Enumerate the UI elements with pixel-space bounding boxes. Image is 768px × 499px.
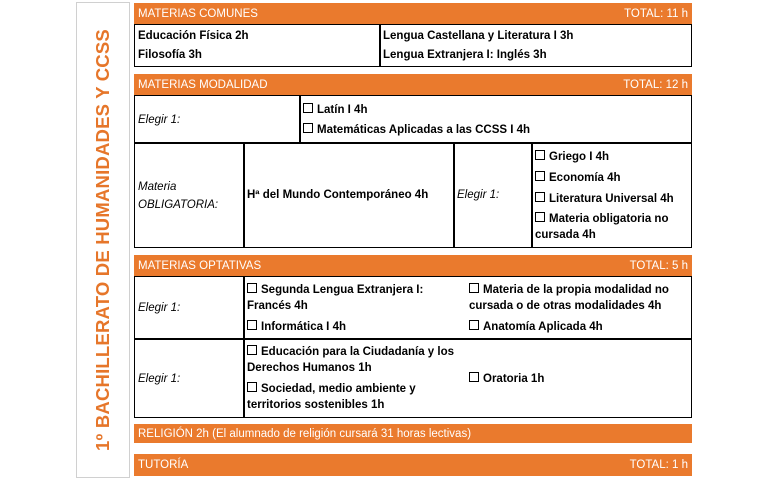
divider xyxy=(531,142,533,248)
subject-ingles: Lengua Extranjera I: Inglés 3h xyxy=(383,49,547,61)
tutoria-total: TOTAL: 1 h xyxy=(629,459,688,471)
optativas-header-bar xyxy=(134,255,692,276)
option-frances[interactable]: Segunda Lengua Extranjera I: Francés 4h xyxy=(247,284,424,312)
elegir-label: Elegir 1: xyxy=(138,302,181,314)
checkbox[interactable] xyxy=(303,103,313,113)
option-griego[interactable]: Griego I 4h xyxy=(535,148,609,166)
divider xyxy=(243,276,245,418)
option-ciudadania[interactable]: Educación para la Ciudadanía y los Derechos Humanos 1h xyxy=(247,346,455,374)
optativas-header: MATERIAS OPTATIVAS xyxy=(138,259,262,272)
checkbox[interactable] xyxy=(303,123,313,133)
modalidad-total: TOTAL: 12 h xyxy=(623,78,688,91)
divider xyxy=(134,142,692,144)
checkbox[interactable] xyxy=(535,171,545,181)
divider xyxy=(243,142,245,248)
checkbox[interactable] xyxy=(247,345,257,355)
option-matematicas[interactable]: Matemáticas Aplicadas a las CCSS I 4h xyxy=(303,121,530,139)
elegir-label: Elegir 1: xyxy=(138,114,181,126)
checkbox[interactable] xyxy=(247,320,257,330)
religion-bar xyxy=(134,424,692,443)
checkbox[interactable] xyxy=(247,382,257,392)
checkbox[interactable] xyxy=(247,283,257,293)
subject-ef: Educación Física 2h xyxy=(138,30,249,42)
option-propia-modalidad[interactable]: Materia de la propia modalidad no cursada o de otras modalidades 4h xyxy=(469,284,669,312)
optativas-total: TOTAL: 5 h xyxy=(629,259,688,272)
checkbox[interactable] xyxy=(469,283,479,293)
checkbox[interactable] xyxy=(469,320,479,330)
checkbox[interactable] xyxy=(469,372,479,382)
comunes-total: TOTAL: 11 h xyxy=(624,7,688,20)
subject-filosofia: Filosofía 3h xyxy=(138,49,202,61)
checkbox[interactable] xyxy=(535,212,545,222)
obligatoria-label: Materia OBLIGATORIA: xyxy=(138,181,219,211)
comunes-header: MATERIAS COMUNES xyxy=(138,7,258,20)
checkbox[interactable] xyxy=(535,150,545,160)
option-anatomia[interactable]: Anatomía Aplicada 4h xyxy=(469,318,603,336)
subject-historia: Hª del Mundo Contemporáneo 4h xyxy=(247,189,429,201)
option-economia[interactable]: Economía 4h xyxy=(535,169,621,187)
modalidad-header: MATERIAS MODALIDAD xyxy=(138,78,268,91)
elegir-label: Elegir 1: xyxy=(138,373,181,385)
option-latin[interactable]: Latín I 4h xyxy=(303,101,367,119)
divider xyxy=(379,24,381,67)
option-literatura[interactable]: Literatura Universal 4h xyxy=(535,190,674,208)
subject-lengua: Lengua Castellana y Literatura I 3h xyxy=(383,30,574,42)
tutoria-header: TUTORÍA xyxy=(138,459,189,471)
side-title: 1º BACHILLERATO DE HUMANIDADES Y CCSS xyxy=(92,29,113,451)
option-sociedad[interactable]: Sociedad, medio ambiente y territorios sostenibles 1h xyxy=(247,383,416,411)
divider xyxy=(299,95,301,143)
modalidad-header-bar xyxy=(134,74,692,95)
option-informatica[interactable]: Informática I 4h xyxy=(247,318,346,336)
divider xyxy=(134,338,692,340)
tutoria-bar xyxy=(134,454,692,476)
option-oratoria[interactable]: Oratoria 1h xyxy=(469,370,544,388)
divider xyxy=(453,142,455,248)
comunes-header-bar xyxy=(134,3,692,24)
religion-text: RELIGIÓN 2h (El alumnado de religión cursará 31 horas lectivas) xyxy=(138,427,472,440)
checkbox[interactable] xyxy=(535,192,545,202)
option-obligatoria-no-cursada[interactable]: Materia obligatoria no cursada 4h xyxy=(535,213,669,241)
elegir-label: Elegir 1: xyxy=(457,189,500,201)
